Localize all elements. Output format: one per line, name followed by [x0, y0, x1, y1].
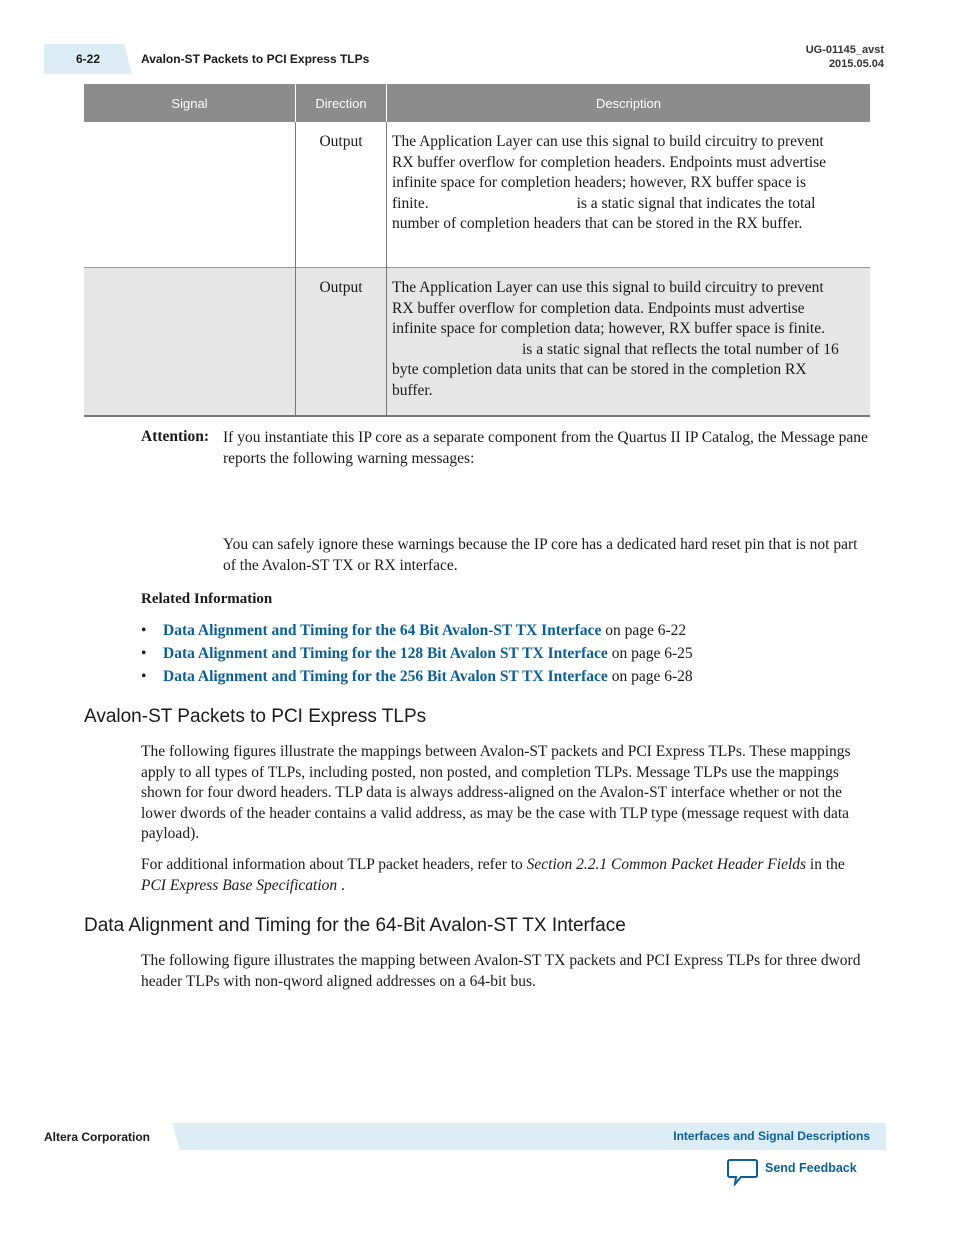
attention-label: Attention:	[141, 428, 210, 445]
company-name: Altera Corporation	[44, 1130, 151, 1144]
doc-id: UG-01145_avst	[805, 44, 884, 56]
description-text-cont: is a static signal that reflects the total number of 16 byte completion data units that can be stored in the completion RX buffer.	[392, 340, 839, 399]
related-link-64bit[interactable]: Data Alignment and Timing for the 64 Bit Avalon-ST TX Interface	[163, 622, 602, 639]
signal-cell	[84, 268, 296, 416]
section-paragraph: The following figure illustrates the mapping between Avalon-ST TX packets and PCI Express TLPs for three dword header TLPs with non-qword aligned addresses on a 64-bit bus.	[141, 952, 861, 990]
footer-section-title: Interfaces and Signal Descriptions	[673, 1129, 870, 1143]
attention-followup: You can safely ignore these warnings because the IP core has a dedicated hard reset pin that is not part of the Avalon-ST TX or RX interface.	[223, 536, 858, 574]
description-cell	[387, 122, 871, 268]
signal-cell	[84, 122, 296, 268]
col-header-description: Description	[387, 84, 871, 122]
speech-bubble-icon	[727, 1158, 759, 1186]
link-page-ref: on page 6-22	[601, 622, 687, 639]
attention-text: If you instantiate this IP core as a separate component from the Quartus II IP Catalog, the Message pane reports the following warning messages:	[223, 429, 868, 467]
list-item: • Data Alignment and Timing for the 256 Bit Avalon ST TX Interface on page 6-28	[141, 668, 693, 685]
doc-date: 2015.05.04	[828, 58, 884, 70]
table-row	[84, 122, 870, 268]
section-paragraph: The following figures illustrate the mappings between Avalon-ST packets and PCI Express TLPs. These mappings apply to all types of TLPs, including posted, non posted, and completion TLPs. Message TLPs use the mappings shown for four dword headers. TLP data is always address-aligned on the Avalon-ST interface whether or not the lower dwords of the header contains a valid address, as may be the case with TLP type (message request with data payload).	[141, 743, 851, 843]
running-title: Avalon-ST Packets to PCI Express TLPs	[141, 52, 370, 66]
section-heading-data-alignment: Data Alignment and Timing for the 64-Bit Avalon-ST TX Interface	[84, 915, 626, 936]
list-item: • Data Alignment and Timing for the 64 Bit Avalon-ST TX Interface on page 6-22	[141, 622, 687, 639]
section-heading-avalon-st-packets: Avalon-ST Packets to PCI Express TLPs	[84, 706, 427, 727]
description-text: The Application Layer can use this signal to build circuitry to prevent RX buffer overflow for completion headers. Endpoints must advertise infinite space for completion headers; however, RX buffer space is finite.	[392, 133, 827, 212]
page-number-tab	[44, 44, 132, 74]
link-page-ref: on page 6-28	[607, 668, 693, 685]
direction-cell: Output	[296, 122, 387, 268]
doc-id-block	[806, 43, 884, 71]
description-text-cont: is a static signal that indicates the total number of completion headers that can be stored in the RX buffer.	[392, 194, 816, 233]
related-link-256bit[interactable]: Data Alignment and Timing for the 256 Bit Avalon ST TX Interface	[163, 668, 608, 685]
table-header-row	[84, 84, 870, 122]
related-info-heading: Related Information	[141, 591, 273, 607]
send-feedback-label: Send Feedback	[765, 1161, 857, 1175]
section-paragraph-refs: For additional information about TLP packet headers, refer to Section 2.2.1 Common Packet Header Fields in the PCI Express Base Specification .	[141, 856, 845, 894]
col-header-signal: Signal	[84, 84, 296, 122]
list-item: • Data Alignment and Timing for the 128 Bit Avalon ST TX Interface on page 6-25	[141, 645, 693, 662]
col-header-direction: Direction	[296, 84, 387, 122]
spec-section-ref: Section 2.2.1 Common Packet Header Fields	[526, 856, 807, 873]
description-text: The Application Layer can use this signal to build circuitry to prevent RX buffer overflow for completion data. Endpoints must advertise infinite space for completion data; however, RX buffer space is finite.	[392, 279, 825, 338]
page-number: 6-22	[75, 52, 101, 66]
spec-title-ref: PCI Express Base Specification	[141, 876, 338, 894]
direction-cell: Output	[296, 268, 387, 416]
signal-table	[84, 84, 870, 417]
description-cell	[387, 268, 871, 416]
table-row	[84, 268, 870, 416]
related-link-128bit[interactable]: Data Alignment and Timing for the 128 Bit Avalon ST TX Interface	[163, 645, 608, 662]
send-feedback-button[interactable]	[727, 1158, 867, 1188]
link-page-ref: on page 6-25	[607, 645, 693, 662]
related-links-list	[141, 619, 881, 688]
